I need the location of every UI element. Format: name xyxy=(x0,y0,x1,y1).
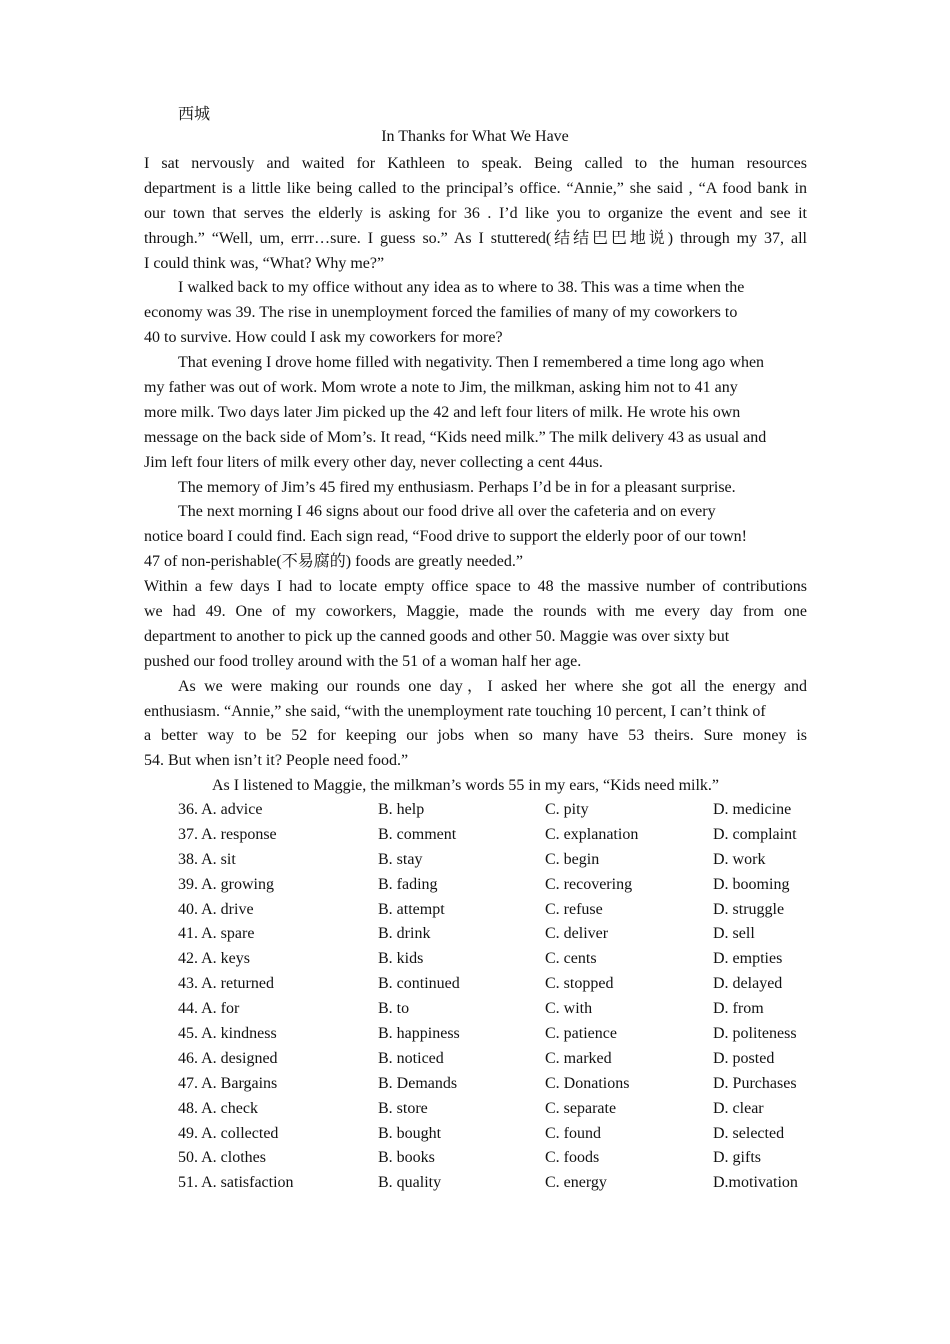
passage-line: I sat nervously and waited for Kathleen to speak. Being called to the human resources xyxy=(144,155,807,172)
option-d: D. selected xyxy=(713,1124,785,1142)
option-a: 44. A. for xyxy=(178,1000,240,1018)
option-d: D. struggle xyxy=(713,900,785,918)
option-b: B. books xyxy=(378,1149,435,1167)
option-c: C. Donations xyxy=(545,1074,630,1092)
option-d: D. Purchases xyxy=(713,1074,797,1092)
option-d: D. sell xyxy=(713,925,755,943)
passage-line: department is a little like being called to the principal’s office. “Annie,” she said , “A food bank in xyxy=(144,179,807,197)
option-c: C. pity xyxy=(545,801,589,818)
option-a: 51. A. satisfaction xyxy=(178,1174,294,1192)
passage-line: The next morning I 46 signs about our food drive all over the cafeteria and on every xyxy=(178,503,716,521)
option-d: D. empties xyxy=(713,950,783,968)
option-a: 47. A. Bargains xyxy=(178,1074,278,1092)
option-a: 45. A. kindness xyxy=(178,1025,277,1043)
option-c: C. found xyxy=(545,1124,601,1142)
option-d: D. medicine xyxy=(713,801,792,818)
passage-line: 40 to survive. How could I ask my coworkers for more? xyxy=(144,329,503,347)
option-b: B. Demands xyxy=(378,1074,458,1092)
passage-line: Jim left four liters of milk every other day, never collecting a cent 44us. xyxy=(144,453,603,471)
question-options-row xyxy=(178,848,818,873)
option-a: 40. A. drive xyxy=(178,900,254,918)
question-options-row xyxy=(178,1097,818,1122)
option-d: D. posted xyxy=(713,1049,775,1067)
option-d: D. delayed xyxy=(713,975,783,993)
option-d: D. clear xyxy=(713,1099,764,1117)
question-options-row xyxy=(178,1146,818,1171)
option-b: B. happiness xyxy=(378,1025,460,1043)
question-options-row xyxy=(178,972,818,997)
option-c: C. explanation xyxy=(545,825,639,843)
passage-line: 47 of non-perishable(不易腐的) foods are greatly needed.” xyxy=(144,553,523,571)
passage-line: our town that serves the elderly is asking for 36 . I’d like you to organize the event and see it xyxy=(144,204,807,222)
option-b: B. attempt xyxy=(378,900,445,918)
option-a: 36. A. advice xyxy=(178,801,263,818)
passage-line: message on the back side of Mom’s. It read, “Kids need milk.” The milk delivery 43 as usual and xyxy=(144,428,767,446)
option-a: 48. A. check xyxy=(178,1099,258,1117)
option-d: D.motivation xyxy=(713,1174,798,1192)
passage-line: my father was out of work. Mom wrote a note to Jim, the milkman, asking him not to 41 any xyxy=(144,379,738,397)
option-d: D. complaint xyxy=(713,825,797,843)
options-table xyxy=(178,798,818,1196)
option-b: B. continued xyxy=(378,975,460,993)
passage-line: enthusiasm. “Annie,” she said, “with the unemployment rate touching 10 percent, I can’t think of xyxy=(144,702,766,720)
question-options-row xyxy=(178,997,818,1022)
option-a: 49. A. collected xyxy=(178,1124,279,1142)
passage-line: through.” “Well, um, errr…sure. I guess so.” As I stuttered(结结巴巴地说) through my 37, all xyxy=(144,229,807,247)
option-b: B. to xyxy=(378,1000,410,1018)
passage-line: notice board I could find. Each sign read, “Food drive to support the elderly poor of our town! xyxy=(144,528,747,546)
passage-line: The memory of Jim’s 45 fired my enthusiasm. Perhaps I’d be in for a pleasant surprise. xyxy=(178,478,736,496)
option-b: B. comment xyxy=(378,825,457,843)
option-a: 42. A. keys xyxy=(178,950,250,968)
question-options-row xyxy=(178,1047,818,1072)
option-d: D. from xyxy=(713,1000,764,1018)
passage-line: As I listened to Maggie, the milkman’s words 55 in my ears, “Kids need milk.” xyxy=(212,777,720,795)
option-d: D. gifts xyxy=(713,1149,761,1167)
option-b: B. quality xyxy=(378,1174,442,1192)
region-label: 西城 xyxy=(178,106,211,123)
question-options-row xyxy=(178,947,818,972)
option-a: 39. A. growing xyxy=(178,875,274,893)
option-a: 43. A. returned xyxy=(178,975,274,993)
option-c: C. deliver xyxy=(545,925,609,943)
passage-line: we had 49. One of my coworkers, Maggie, made the rounds with me every day from one xyxy=(144,603,807,621)
option-c: C. stopped xyxy=(545,975,614,993)
passage xyxy=(144,152,807,799)
option-b: B. bought xyxy=(378,1124,442,1142)
option-b: B. help xyxy=(378,801,425,818)
passage-title: In Thanks for What We Have xyxy=(381,128,569,145)
question-options-row xyxy=(178,823,818,848)
passage-line: 54. But when isn’t it? People need food.” xyxy=(144,752,409,770)
option-a: 37. A. response xyxy=(178,825,277,843)
option-c: C. separate xyxy=(545,1099,617,1117)
question-options-row xyxy=(178,1022,818,1047)
passage-line: I walked back to my office without any idea as to where to 38. This was a time when the xyxy=(178,279,745,297)
option-a: 46. A. designed xyxy=(178,1049,278,1067)
option-b: B. kids xyxy=(378,950,424,968)
passage-line: pushed our food trolley around with the 51 of a woman half her age. xyxy=(144,652,582,670)
option-b: B. drink xyxy=(378,925,431,943)
passage-line: department to another to pick up the canned goods and other 50. Maggie was over sixty but xyxy=(144,627,730,645)
option-b: B. stay xyxy=(378,850,423,868)
question-options-row xyxy=(178,1072,818,1097)
question-options-row xyxy=(178,1171,818,1196)
option-b: B. fading xyxy=(378,875,438,893)
option-c: C. foods xyxy=(545,1149,600,1167)
passage-line: I could think was, “What? Why me?” xyxy=(144,254,385,272)
option-a: 38. A. sit xyxy=(178,850,236,868)
option-c: C. begin xyxy=(545,850,600,868)
option-b: B. noticed xyxy=(378,1049,444,1067)
passage-line: Within a few days I had to locate empty office space to 48 the massive number of contributions xyxy=(144,578,807,596)
option-c: C. patience xyxy=(545,1025,617,1043)
option-c: C. refuse xyxy=(545,900,603,918)
passage-line: a better way to be 52 for keeping our jobs when so many have 53 theirs. Sure money is xyxy=(144,727,807,745)
question-options-row xyxy=(178,873,818,898)
option-d: D. booming xyxy=(713,875,790,893)
passage-line: As we were making our rounds one day，I asked her where she got all the energy and xyxy=(178,677,807,695)
option-c: C. with xyxy=(545,1000,593,1018)
option-d: D. politeness xyxy=(713,1025,797,1043)
option-a: 50. A. clothes xyxy=(178,1149,266,1167)
option-b: B. store xyxy=(378,1099,428,1117)
option-c: C. cents xyxy=(545,950,597,968)
passage-line: more milk. Two days later Jim picked up the 42 and left four liters of milk. He wrote his own xyxy=(144,403,741,421)
option-c: C. recovering xyxy=(545,875,633,893)
question-options-row xyxy=(178,922,818,947)
option-a: 41. A. spare xyxy=(178,925,255,943)
question-options-row xyxy=(178,798,818,823)
option-c: C. marked xyxy=(545,1049,612,1067)
passage-line: That evening I drove home filled with negativity. Then I remembered a time long ago when xyxy=(178,354,765,372)
question-options-row xyxy=(178,1122,818,1147)
question-options-row xyxy=(178,898,818,923)
passage-line: economy was 39. The rise in unemployment forced the families of many of my coworkers to xyxy=(144,304,738,322)
option-d: D. work xyxy=(713,850,766,868)
option-c: C. energy xyxy=(545,1174,607,1192)
